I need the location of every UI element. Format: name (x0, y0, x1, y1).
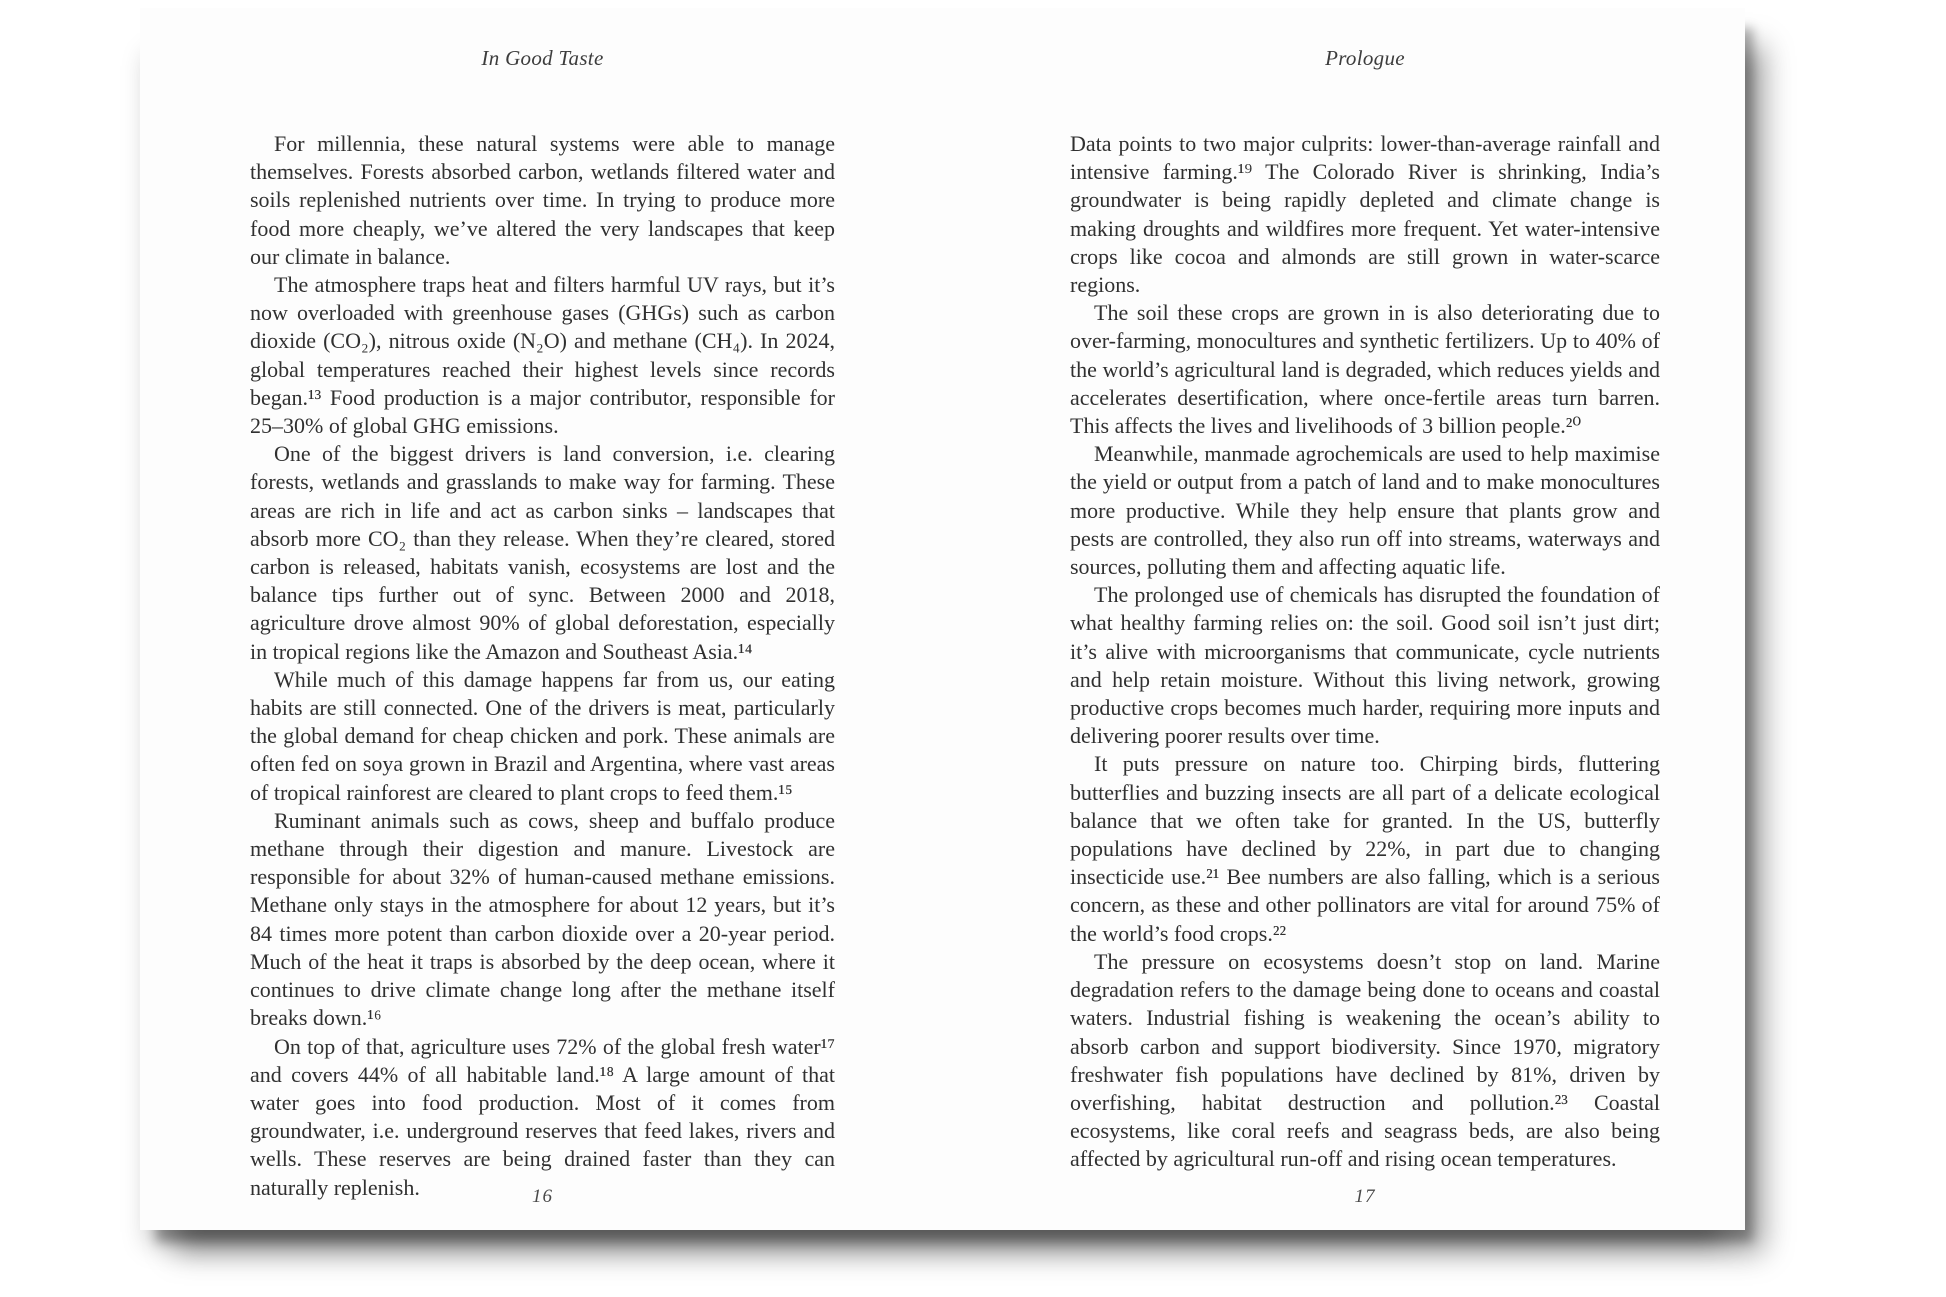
left-page (250, 8, 835, 1230)
body-paragraph: While much of this damage happens far from us, our eating habits are still connected. One of the drivers is meat, particularly the global demand for cheap chicken and pork. These animals are often fed on soya grown in Brazil and Argentina, where vast areas of tropical rainforest are cleared to plant crops to feed them.¹⁵ (250, 666, 835, 805)
right-page (1070, 8, 1660, 1230)
body-paragraph: Ruminant animals such as cows, sheep and buffalo produce methane through their digestion and manure. Livestock are responsible for about 32% of human-caused methane emissions. Methane only stays in the atmosphere for about 12 years, but it’s 84 times more potent than carbon dioxide over a 20-year period. Much of the heat it traps is absorbed by the deep ocean, where it continues to drive climate change long after the methane itself breaks down.¹⁶ (250, 807, 835, 1031)
running-head-chapter-title: Prologue (1325, 46, 1405, 70)
body-paragraph: For millennia, these natural systems were able to manage themselves. Forests absorbed carbon, wetlands filtered water and soils replenished nutrients over time. In trying to produce more food more cheaply, we’ve altered the very landscapes that keep our climate in balance. (250, 131, 835, 269)
body-paragraph: The prolonged use of chemicals has disrupted the foundation of what healthy farming relies on: the soil. Good soil isn’t just dirt; it’s alive with microorganisms that communicate, cycle nutrients and help retain moisture. Without this living network, growing productive crops becomes much harder, requiring more inputs and delivering poorer results over time. (1070, 582, 1660, 749)
body-paragraph: It puts pressure on nature too. Chirping birds, fluttering butterflies and buzzing insects are all part of a delicate ecological balance that we often take for granted. In the US, butterfly populations have declined by 22%, in part due to changing insecticide use.²¹ Bee numbers are also falling, which is a serious concern, as these and other pollinators are vital for around 75% of the world’s food crops.²² (1070, 751, 1660, 946)
body-paragraph: One of the biggest drivers is land conversion, i.e. clearing forests, wetlands and grasslands to make way for farming. These areas are rich in life and act as carbon sinks – landscapes that absorb more CO₂ than they release. When they’re cleared, stored carbon is released, habitats vanish, ecosystems are lost and the balance tips further out of sync. Between 2000 and 2018, agriculture drove almost 90% of global deforestation, especially in tropical regions like the Amazon and Southeast Asia.¹⁴ (250, 441, 835, 664)
running-head-book-title: In Good Taste (481, 46, 604, 70)
body-paragraph: The pressure on ecosystems doesn’t stop on land. Marine degradation refers to the damage being done to oceans and coastal waters. Industrial fishing is weakening the ocean’s ability to absorb carbon and support biodiversity. Since 1970, migratory freshwater fish populations have declined by 81%, driven by overfishing, habitat destruction and pollution.²³ Coastal ecosystems, like coral reefs and seagrass beds, are also being affected by agricultural run-off and rising ocean temperatures. (1070, 948, 1660, 1172)
left-page-text-block (250, 130, 835, 1202)
book-spread (140, 8, 1745, 1230)
right-page-text-block (1070, 130, 1660, 1174)
page-number-left: 16 (532, 1186, 553, 1207)
body-paragraph: The atmosphere traps heat and filters harmful UV rays, but it’s now overloaded with greenhouse gases (GHGs) such as carbon dioxide (CO₂), nitrous oxide (N₂O) and methane (CH₄). In 2024, global temperatures reached their highest levels since records began.¹³ Food production is a major contributor, responsible for 25–30% of global GHG emissions. (250, 272, 835, 439)
body-paragraph: On top of that, agriculture uses 72% of the global fresh water¹⁷ and covers 44% of all habitable land.¹⁸ A large amount of that water goes into food production. Most of it comes from groundwater, i.e. underground reserves that feed lakes, rivers and wells. These reserves are being drained faster than they can naturally replenish. (250, 1033, 835, 1200)
page-number-right: 17 (1354, 1186, 1376, 1207)
body-paragraph: The soil these crops are grown in is also deteriorating due to over-farming, monocultures and synthetic fertilizers. Up to 40% of the world’s agricultural land is degraded, which reduces yields and accelerates desertification, where once-fertile areas turn barren. This affects the lives and livelihoods of 3 billion people.²⁰ (1070, 300, 1660, 439)
body-paragraph: Meanwhile, manmade agrochemicals are used to help maximise the yield or output from a patch of land and to make monocultures more productive. While they help ensure that plants grow and pests are controlled, they also run off into streams, waterways and sources, polluting them and affecting aquatic life. (1070, 441, 1660, 580)
body-paragraph: Data points to two major culprits: lower-than-average rainfall and intensive farming.¹⁹ The Colorado River is shrinking, India’s groundwater is being rapidly depleted and climate change is making droughts and wildfires more frequent. Yet water-intensive crops like cocoa and almonds are still grown in water-scarce regions. (1070, 131, 1660, 298)
